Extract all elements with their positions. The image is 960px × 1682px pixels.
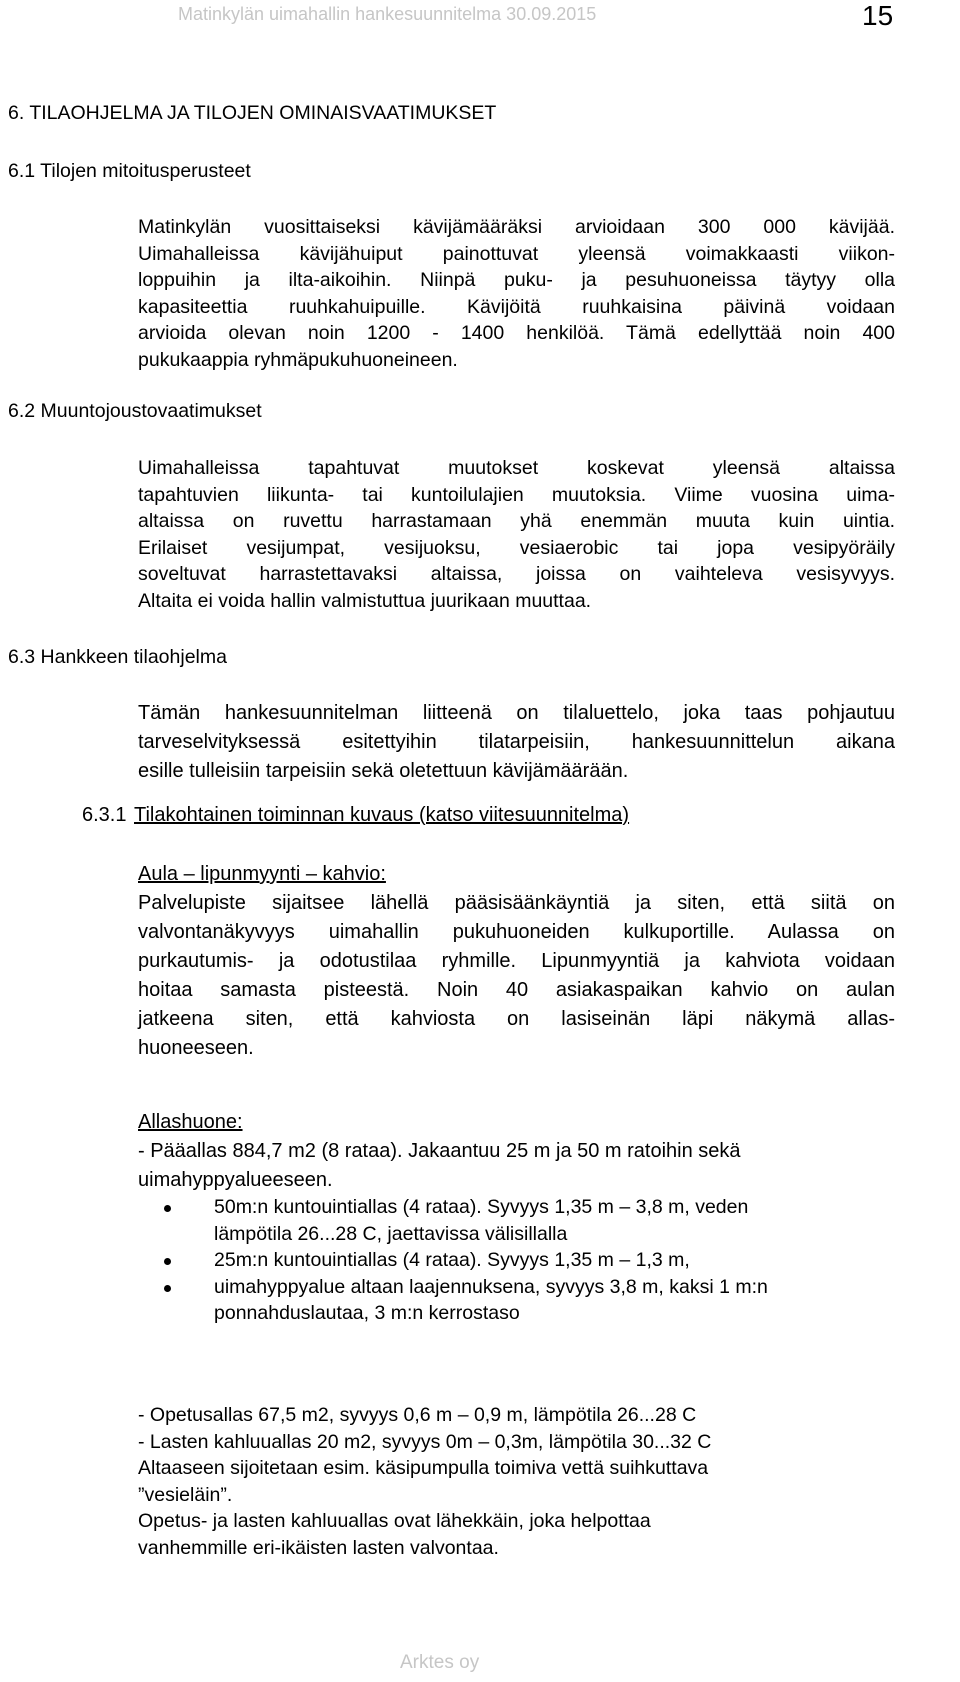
subsection-number: 6.3.1 xyxy=(82,804,127,826)
list-item xyxy=(164,1247,897,1274)
section-heading-6-2: 6.2 Muuntojoustovaatimukset xyxy=(8,400,262,422)
bullet-icon xyxy=(164,1285,171,1292)
text-line: tarveselvityksessä esitettyihin tilatarpeisiin, hankesuunnittelun aikana xyxy=(138,731,895,753)
text-line: ponnahduslautaa, 3 m:n kerrostaso xyxy=(214,1302,520,1324)
text-line: pukukaappia ryhmäpukuhuoneineen. xyxy=(138,348,458,371)
footer-text: Arktes oy xyxy=(400,1652,480,1673)
text-line: arvioida olevan noin 1200 - 1400 henkilöä. Tämä edellyttää noin 400 xyxy=(138,322,895,344)
pool-bullet-list xyxy=(164,1194,897,1327)
text-line: uimahyppyalue altaan laajennuksena, syvyys 3,8 m, kaksi 1 m:n xyxy=(214,1275,768,1298)
text-line: Tämän hankesuunnitelman liitteenä on tilaluettelo, joka taas pohjautuu xyxy=(138,702,895,724)
text-line: lämpötila 26...28 C, jaettavissa välisillalla xyxy=(214,1222,568,1245)
text-line: vanhemmille eri-ikäisten lasten valvontaa. xyxy=(138,1536,499,1559)
text-line: altaissa on ruvettu harrastamaan yhä enemmän muuta kuin uintia. xyxy=(138,510,895,532)
paragraph-6-1 xyxy=(138,214,895,373)
list-item xyxy=(164,1274,897,1327)
text-line: purkautumis- ja odotustilaa ryhmille. Lipunmyyntiä ja kahviota voidaan xyxy=(138,950,895,972)
text-line: Opetus- ja lasten kahluuallas ovat lähekkäin, joka helpottaa xyxy=(138,1510,651,1532)
section-heading-6-1: 6.1 Tilojen mitoitusperusteet xyxy=(8,160,251,182)
text-line: jatkeena siten, että kahviosta on lasiseinän läpi näkymä allas- xyxy=(138,1008,895,1030)
page-number: 15 xyxy=(862,0,894,31)
list-item xyxy=(164,1194,897,1247)
aula-title: Aula – lipunmyynti – kahvio: xyxy=(138,863,386,885)
text-line: 25m:n kuntouintiallas (4 rataa). Syvyys 1,35 m – 1,3 m, xyxy=(214,1249,690,1271)
text-line: Palvelupiste sijaitsee lähellä pääsisäänkäyntiä ja siten, että siitä on xyxy=(138,892,895,914)
bullet-icon xyxy=(164,1258,171,1265)
aula-block xyxy=(138,860,895,1063)
chapter-heading: 6. TILAOHJELMA JA TILOJEN OMINAISVAATIMUKSET xyxy=(8,102,497,124)
text-line: Altaaseen sijoitetaan esim. käsipumpulla toimiva vettä suihkuttava xyxy=(138,1457,709,1479)
text-line: esille tulleisiin tarpeisiin sekä oletettuun kävijämäärään. xyxy=(138,760,629,782)
subsection-title: Tilakohtainen toiminnan kuvaus (katso viitesuunnitelma) xyxy=(134,804,630,826)
text-line: tapahtuvien liikunta- tai kuntoilulajien muutoksia. Viime vuosina uima- xyxy=(138,483,895,506)
bullet-icon xyxy=(164,1205,171,1212)
header-title: Matinkylän uimahallin hankesuunnitelma 30.09.2015 xyxy=(178,4,597,24)
text-line: valvontanäkyvyys uimahallin pukuhuoneiden kulkuportille. Aulassa on xyxy=(138,921,895,943)
text-line: Uimahalleissa kävijähuiput painottuvat yleensä voimakkaasti viikon- xyxy=(138,242,895,265)
text-line: Erilaiset vesijumpat, vesijuoksu, vesiaerobic tai jopa vesipyöräily xyxy=(138,536,895,559)
pool-details xyxy=(138,1402,895,1561)
text-line: huoneeseen. xyxy=(138,1037,254,1059)
subsection-heading-6-3-1 xyxy=(82,804,629,827)
text-line: Uimahalleissa tapahtuvat muutokset koskevat yleensä altaissa xyxy=(138,457,895,479)
paragraph-6-3 xyxy=(138,699,895,786)
text-line: hoitaa samasta pisteestä. Noin 40 asiakaspaikan kahvio on aulan xyxy=(138,979,895,1001)
allas-block xyxy=(138,1108,895,1195)
paragraph-6-2 xyxy=(138,455,895,614)
allas-title: Allashuone: xyxy=(138,1111,243,1133)
text-line: loppuihin ja ilta-aikoihin. Niinpä puku- ja pesuhuoneissa täytyy olla xyxy=(138,269,895,291)
text-line: kapasiteettia ruuhkahuipuille. Kävijöitä ruuhkaisina päivinä voidaan xyxy=(138,295,895,318)
text-line: Matinkylän vuosittaiseksi kävijämääräksi arvioidaan 300 000 kävijää. xyxy=(138,216,895,238)
text-line: - Pääallas 884,7 m2 (8 rataa). Jakaantuu 25 m ja 50 m ratoihin sekä xyxy=(138,1140,741,1162)
text-line: - Lasten kahluuallas 20 m2, syvyys 0m – 0,3m, lämpötila 30...32 C xyxy=(138,1430,712,1453)
text-line: soveltuvat harrastettavaksi altaissa, joissa on vaihteleva vesisyvyys. xyxy=(138,563,895,585)
text-line: - Opetusallas 67,5 m2, syvyys 0,6 m – 0,9 m, lämpötila 26...28 C xyxy=(138,1404,697,1426)
section-heading-6-3: 6.3 Hankkeen tilaohjelma xyxy=(8,646,227,668)
text-line: ”vesieläin”. xyxy=(138,1483,233,1506)
text-line: Altaita ei voida hallin valmistuttua juurikaan muuttaa. xyxy=(138,589,592,612)
text-line: 50m:n kuntouintiallas (4 rataa). Syvyys 1,35 m – 3,8 m, veden xyxy=(214,1196,749,1218)
text-line: uimahyppyalueeseen. xyxy=(138,1169,333,1191)
